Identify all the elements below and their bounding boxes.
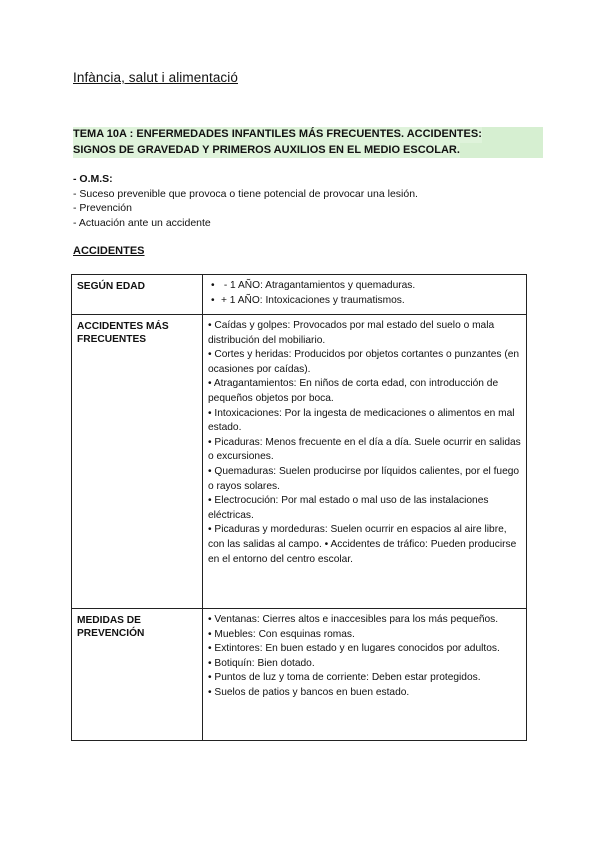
topic-heading-line-2: SIGNOS DE GRAVEDAD Y PRIMEROS AUXILIOS EN EL MEDIO ESCOLAR.: [73, 143, 460, 159]
row-label-prevention: MEDIDAS DE PREVENCIÓN: [72, 609, 203, 741]
list-item: [208, 294, 521, 309]
topic-heading-line-1: TEMA 10A : ENFERMEDADES INFANTILES MÁS FRECUENTES. ACCIDENTES:: [73, 127, 482, 143]
list-item: • Suelos de patios y bancos en buen estado.: [208, 686, 410, 698]
row-content-age: [203, 275, 527, 315]
oms-item: - Suceso prevenible que provoca o tiene potencial de provocar una lesión.: [73, 187, 418, 200]
bullet-icon: •: [211, 280, 215, 291]
age-list: [208, 279, 521, 308]
table-row-age: [72, 275, 527, 315]
list-item: • Caídas y golpes: Provocados por mal estado del suelo o mala distribución del mobiliario.: [208, 320, 495, 346]
row-label-frequent: ACCIDENTES MÁS FRECUENTES: [72, 315, 203, 609]
topic-heading: [73, 127, 543, 158]
list-item: • Botiquín: Bien dotado.: [208, 657, 315, 669]
row-label-age: SEGÚN EDAD: [72, 275, 203, 315]
list-item: • Cortes y heridas: Producidos por objetos cortantes o punzantes (en ocasiones por caídas).: [208, 349, 520, 375]
oms-item: - Prevención: [73, 202, 132, 214]
list-item: • Ventanas: Cierres altos e inaccesibles para los más pequeños.: [208, 614, 499, 625]
bullet-icon: •: [211, 294, 215, 306]
oms-item: - Actuación ante un accidente: [73, 216, 211, 229]
list-item: • Extintores: En buen estado y en lugares conocidos por adultos.: [208, 643, 500, 655]
list-item: • Puntos de luz y toma de corriente: Deben estar protegidos.: [208, 672, 481, 684]
row-content-frequent: [203, 315, 527, 609]
accidents-table: [71, 274, 527, 741]
table-row-frequent: [72, 315, 527, 609]
accidents-heading: ACCIDENTES: [73, 245, 145, 257]
page-title: Infància, salut i alimentació: [73, 70, 238, 85]
list-item: • Quemaduras: Suelen producirse por líquidos calientes, por el fuego o rayos solares.: [208, 465, 520, 492]
list-item: • Intoxicaciones: Por la ingesta de medicaciones o alimentos en mal estado.: [208, 407, 515, 434]
list-item: • Picaduras: Menos frecuente en el día a día. Suele ocurrir en salidas o excursiones.: [208, 436, 521, 463]
age-item-text: - 1 AÑO: Atragantamientos y quemaduras.: [221, 280, 416, 291]
list-item: [208, 279, 521, 294]
list-item: • Atragantamientos: En niños de corta edad, con introducción de pequeños objetos por boca.: [208, 378, 499, 404]
list-item: • Electrocución: Por mal estado o mal uso de las instalaciones eléctricas.: [208, 495, 489, 521]
age-item-text: + 1 AÑO: Intoxicaciones y traumatismos.: [221, 294, 405, 306]
row-content-prevention: [203, 609, 527, 741]
oms-title: - O.M.S:: [73, 173, 113, 185]
list-item: • Muebles: Con esquinas romas.: [208, 628, 355, 640]
list-item: • Picaduras y mordeduras: Suelen ocurrir en espacios al aire libre, con las salidas al campo. • Accidentes de tráfico: Pueden producirse en el entorno del centro escolar.: [208, 524, 517, 565]
oms-section: [73, 172, 418, 230]
table-row-prevention: [72, 609, 527, 741]
